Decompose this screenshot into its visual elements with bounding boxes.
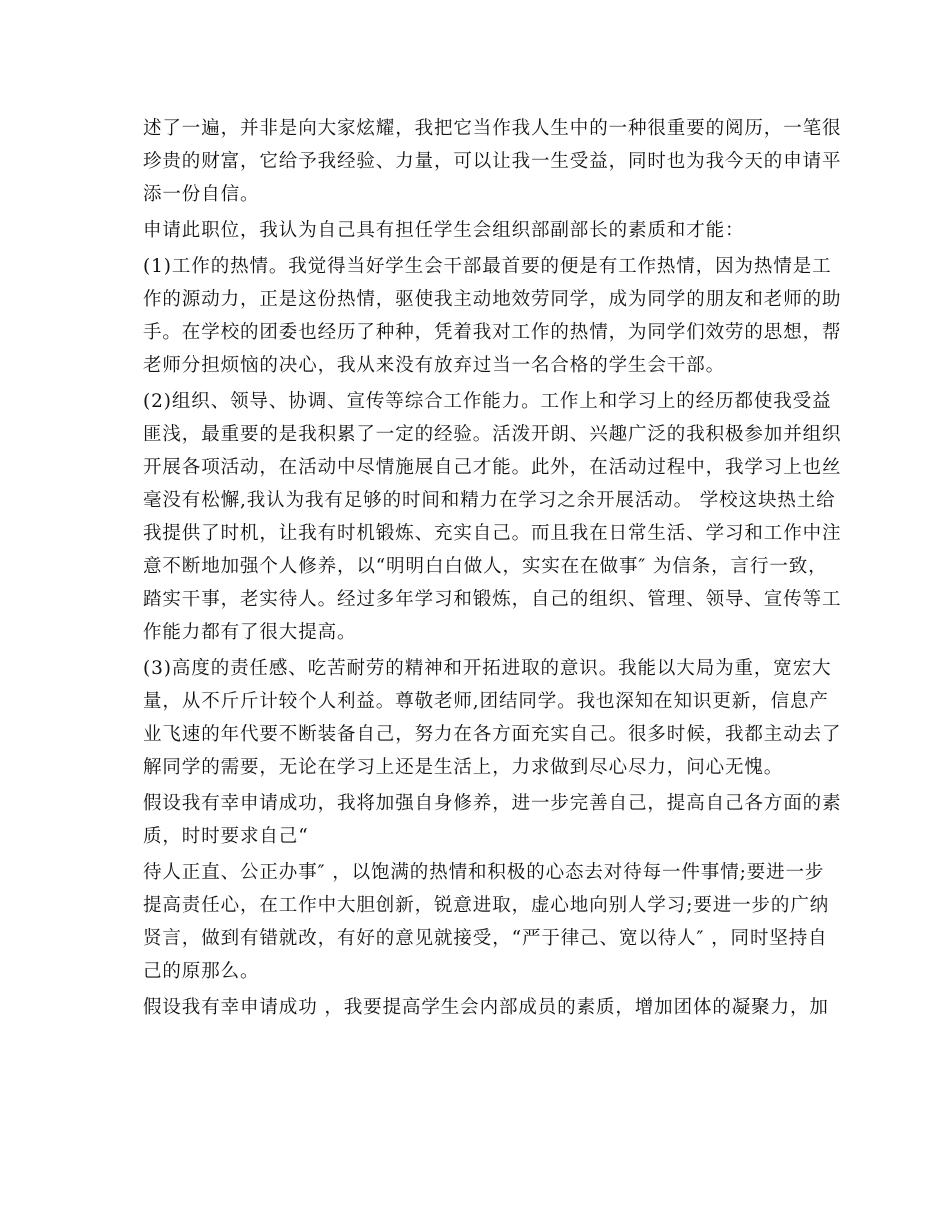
paragraph	[143, 787, 842, 853]
text-line: (2)组织、领导、协调、宣传等综合工作能力。工作上和学习上的经历都使我受益	[143, 391, 832, 412]
text-line: 解同学的需要，无论在学习上还是生活上，力求做到尽心尽力，问心无愧。	[143, 757, 784, 778]
text-line: 待人正直、公正办事″ ，以饱满的热情和积极的心态去对待每一件事情;要进一步	[143, 862, 825, 883]
text-line: 假设我有幸申请成功 ，我要提高学生会内部成员的素质，增加团体的凝聚力，加	[143, 997, 829, 1018]
text-line: 假设我有幸申请成功，我将加强自身修养，进一步完善自己，提高自己各方面的素	[143, 793, 842, 814]
paragraph	[143, 385, 842, 649]
text-line: (1)工作的热情。我觉得当好学生会干部最首要的便是有工作热情，因为热情是工	[143, 256, 832, 277]
paragraph	[143, 214, 815, 247]
text-line: 量，从不斤斤计较个人利益。尊敬老师,团结同学。我也深知在知识更新，信息产	[143, 691, 829, 712]
text-line: 踏实干事，老实待人。经过多年学习和锻炼，自己的组织、管理、领导、宣传等工	[143, 589, 842, 610]
paragraph	[143, 652, 842, 784]
paragraph	[143, 991, 829, 1024]
paragraph	[143, 250, 842, 382]
text-line: 匪浅，最重要的是我积累了一定的经验。活泼开朗、兴趣广泛的我积极参加并组织	[143, 424, 842, 445]
text-line: 意不断地加强个人修养，以“明明白白做人，实实在在做事″ 为信条，言行一致，	[143, 556, 828, 577]
text-line: 老师分担烦恼的决心，我从来没有放弃过当一名合格的学生会干部。	[143, 355, 726, 376]
text-line: 开展各项活动，在活动中尽情施展自己才能。此外，在活动过程中，我学习上也丝	[143, 457, 842, 478]
text-line: 我提供了时机，让我有时机锻炼、充实自己。而且我在日常生活、学习和工作中注	[143, 523, 842, 544]
text-line: 质，时时要求自己“	[143, 826, 309, 847]
text-line: 提高责任心，在工作中大胆创新，锐意进取，虚心地向别人学习;要进一步的广纳	[143, 895, 830, 916]
text-line: 述了一遍，并非是向大家炫耀，我把它当作我人生中的一种很重要的阅历，一笔很	[143, 118, 842, 139]
text-line: 毫没有松懈,我认为我有足够的时间和精力在学习之余开展活动。 学校这块热土给	[143, 490, 836, 511]
text-line: 己的原那么。	[143, 961, 260, 982]
text-line: 作能力都有了很大提高。	[143, 622, 357, 643]
text-line: 作的源动力，正是这份热情，驱使我主动地效劳同学，成为同学的朋友和老师的助	[143, 289, 842, 310]
text-line: 珍贵的财富，它给予我经验、力量，可以让我一生受益，同时也为我今天的申请平	[143, 151, 842, 172]
text-line: 手。在学校的团委也经历了种种，凭着我对工作的热情，为同学们效劳的思想，帮	[143, 322, 842, 343]
paragraph	[143, 112, 842, 211]
text-line: 业飞速的年代要不断装备自己，努力在各方面充实自己。很多时候，我都主动去了	[143, 724, 842, 745]
document-body	[143, 112, 842, 1027]
text-line: 申请此职位，我认为自己具有担任学生会组织部副部长的素质和才能：	[143, 220, 745, 241]
text-line: (3)高度的责任感、吃苦耐劳的精神和开拓进取的意识。我能以大局为重，宽宏大	[143, 658, 832, 679]
text-line: 添一份自信。	[143, 184, 260, 205]
text-line: 贤言，做到有错就改，有好的意见就接受，“严于律己、宽以待人″ ，同时坚持自	[143, 928, 828, 949]
paragraph	[143, 856, 830, 988]
